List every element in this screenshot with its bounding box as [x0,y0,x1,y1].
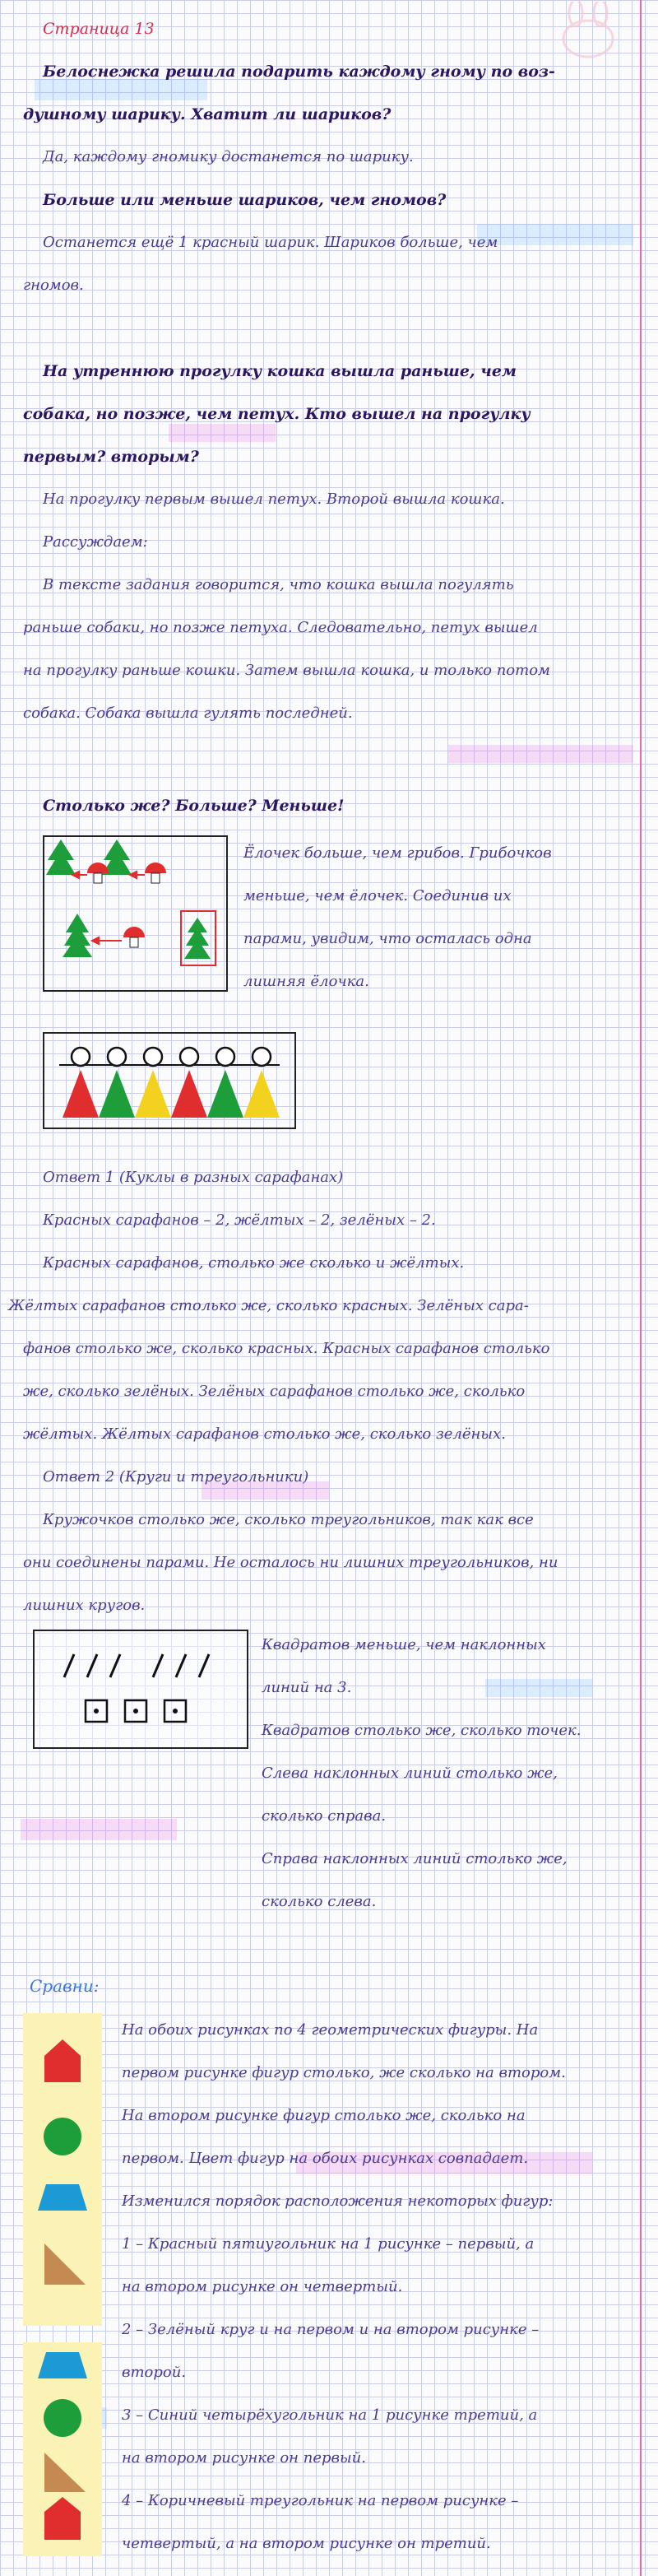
answer-line: жёлтых. Жёлтых сарафанов столько же, сколько зелёных. [23,1425,506,1443]
trees-text: меньше, чем ёлочек. Соединив их [243,887,512,904]
lines-squares-figure [33,1630,248,1749]
answer-line: же, сколько зелёных. Зелёных сарафанов столько же, сколько [23,1383,526,1400]
compare-line: первом рисунке фигур столько, же сколько на втором. [122,2064,566,2081]
highlight-band [169,424,276,442]
question-line: собака, но позже, чем петух. Кто вышел на прогулку [23,405,531,423]
answer-line: лишних кругов. [23,1597,146,1614]
squares-text: сколько справа. [262,1807,387,1825]
answer-line: гномов. [23,277,84,294]
compare-heading: Сравни: [30,1976,100,1996]
squares-text: сколько слева. [262,1893,377,1910]
compare-line: на втором рисунке он четвертый. [122,2278,403,2295]
compare-line: Изменился порядок расположения некоторых фигур: [122,2192,554,2210]
compare-line: 4 – Коричневый треугольник на первом рисунке – [122,2492,519,2509]
compare-line: второй. [122,2364,187,2381]
highlight-band [448,745,633,763]
compare-line: на втором рисунке он первый. [122,2449,366,2467]
compare-line: На втором рисунке фигур столько же, сколько на [122,2107,526,2124]
compare-line: На обоих рисунках по 4 геометрических фигуры. На [122,2021,539,2039]
question-line: Белоснежка решила подарить каждому гному по воз- [43,63,555,81]
answer-line: на прогулку раньше кошки. Затем вышла кошка, и только потом [23,662,550,679]
answer-line: В тексте задания говорится, что кошка вышла погулять [43,576,514,593]
compare-line: 3 – Синий четырёхугольник на 1 рисунке третий, а [122,2406,538,2424]
question-line: Столько же? Больше? Меньше! [43,797,345,815]
answer-line: собака. Собака вышла гулять последней. [23,704,353,722]
answer-line: Красных сарафанов, столько же сколько и жёлтых. [43,1254,465,1272]
trees-text: Ёлочек больше, чем грибов. Грибочков [243,844,552,862]
highlight-band [485,1679,592,1697]
question-line: На утреннюю прогулку кошка вышла раньше, чем [43,362,517,380]
circles-triangles-figure [43,1032,296,1129]
compare-line: 1 – Красный пятиугольник на 1 рисунке – первый, а [122,2235,535,2253]
answer-line: фанов столько же, сколько красных. Красных сарафанов столько [23,1340,550,1357]
squares-text: Справа наклонных линий столько же, [262,1850,568,1867]
question-line: Больше или меньше шариков, чем гномов? [43,191,447,209]
answer-title: Ответ 1 (Куклы в разных сарафанах) [43,1169,344,1186]
answer-line: Кружочков столько же, сколько треугольников, так как все [43,1511,534,1528]
compare-line: четвертый, а на втором рисунке он третий. [122,2535,491,2552]
notebook-margin-line [640,0,642,2576]
answer-line: раньше собаки, но позже петуха. Следовательно, петух вышел [23,619,538,636]
compare-line: первом. Цвет фигур на обоих рисунках совпадает. [122,2150,529,2167]
trees-text: парами, увидим, что осталась одна [243,930,532,947]
trees-text: лишняя ёлочка. [243,973,369,990]
question-line: первым? вторым? [23,448,199,466]
highlight-band [21,1819,177,1840]
answer-line: они соединены парами. Не осталось ни лишних треугольников, ни [23,1554,558,1571]
shapes-panels-figure [23,2013,102,2556]
answer-line: Жёлтых сарафанов столько же, сколько красных. Зелёных сара- [8,1297,529,1314]
question-line: душному шарику. Хватит ли шариков? [23,105,392,123]
compare-line: 2 – Зелёный круг и на первом и на втором рисунке – [122,2321,540,2338]
squares-text: Квадратов меньше, чем наклонных [262,1636,546,1653]
squares-text: Квадратов столько же, сколько точек. [262,1722,582,1739]
answer-line: Красных сарафанов – 2, жёлтых – 2, зелёных – 2. [43,1211,436,1229]
squares-text: линий на 3. [262,1679,352,1696]
squares-text: Слева наклонных линий столько же, [262,1765,558,1782]
trees-mushrooms-figure [43,835,228,992]
page-title: Страница 13 [43,20,155,38]
answer-line: Да, каждому гномику достанется по шарику. [43,148,414,165]
answer-title: Ответ 2 (Круги и треугольники) [43,1468,309,1486]
answer-line: Рассуждаем: [43,533,148,551]
answer-line: Останется ещё 1 красный шарик. Шариков больше, чем [43,234,498,251]
answer-line: На прогулку первым вышел петух. Второй вышла кошка. [43,491,505,508]
